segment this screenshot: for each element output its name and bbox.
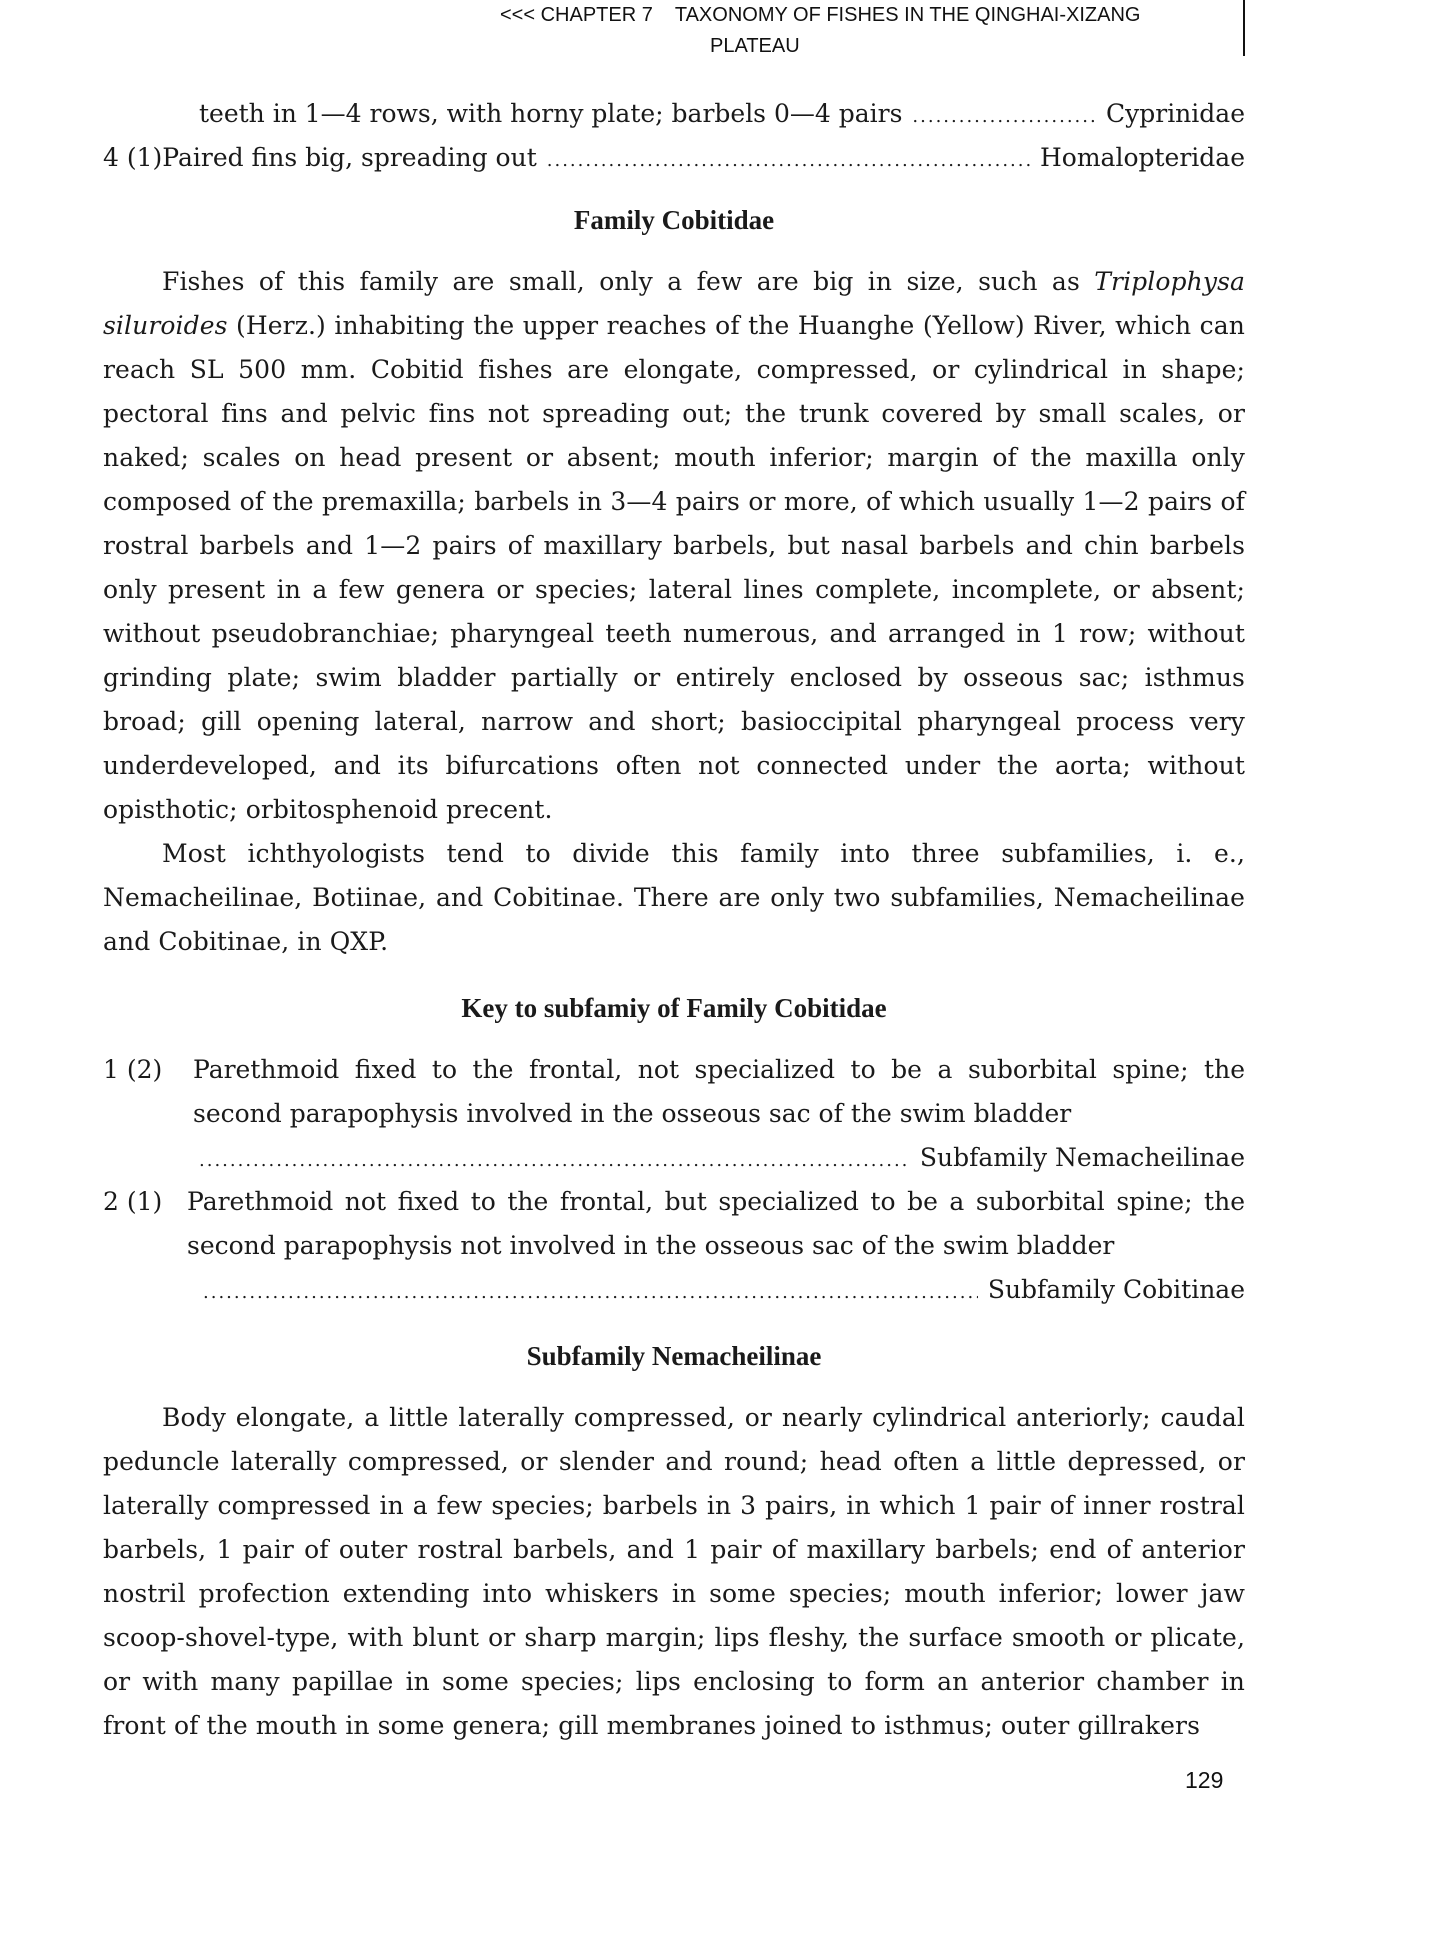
para-text: (Herz.) inhabiting the upper reaches of the Huanghe (Yellow) River, which can reach SL 500 mm. Cobitid fishes are elongate, compressed, or cylindrical in shape; pectoral fins and pelvic fins not spreading out; the trunk covered by small scales, or naked; scales on head present or absent; mouth inferior; margin of the maxilla only composed of the premaxilla; barbels in 3—4 pairs or more, of which usually 1—2 pairs of rostral barbels and 1—2 pairs of maxillary barbels, but nasal barbels and chin barbels only present in a few genera or species; lateral lines complete, incomplete, or absent; without pseudobranchiae; pharyngeal teeth numerous, and arranged in 1 row; without grinding plate; swim bladder partially or entirely enclosed by osseous sac; isthmus broad; gill opening lateral, narrow and short; basioccipital pharyngeal process very underdeveloped, and its bifurcations often not connected under the aorta; without opisthotic; orbitosphenoid precent. bbox=[103, 311, 1245, 824]
dot-leader bbox=[199, 1136, 910, 1183]
key-line-text: Paired fins big, spreading out bbox=[162, 143, 537, 172]
key-item-result: Subfamily Cobitinae bbox=[987, 1275, 1245, 1304]
running-header bbox=[500, 0, 1228, 62]
key-item-2 bbox=[103, 1180, 1245, 1312]
dot-leader bbox=[203, 1268, 978, 1315]
key-item-number: 1 (2) bbox=[103, 1055, 163, 1084]
key-item-1 bbox=[103, 1048, 1245, 1180]
subfamily-heading: Subfamily Nemacheilinae bbox=[526, 1341, 822, 1371]
subfamily-description-paragraph: Body elongate, a little laterally compressed, or nearly cylindrical anteriorly; caudal peduncle laterally compressed, or slender and round; head often a little depressed, or laterally compressed in a few species; barbels in 3 pairs, in which 1 pair of inner rostral barbels, 1 pair of outer rostral barbels, and 1 pair of maxillary barbels; end of anterior nostril profection extending into whiskers in some species; mouth inferior; lower jaw scoop-shovel-type, with blunt or sharp margin; lips fleshy, the surface smooth or plicate, or with many papillae in some species; lips enclosing to form an anterior chamber in front of the mouth in some genera; gill membranes joined to isthmus; outer gillrakers bbox=[103, 1403, 1245, 1740]
key-item-text: Parethmoid fixed to the frontal, not specialized to be a suborbital spine; the second parapophysis involved in the osseous sac of the swim bladder bbox=[193, 1055, 1245, 1128]
dot-leader bbox=[547, 136, 1030, 183]
species-name: Triplophysa siluroides bbox=[103, 267, 1245, 340]
key-item-result-line bbox=[103, 1268, 1245, 1312]
key-item-text: Parethmoid not fixed to the frontal, but specialized to be a suborbital spine; the second parapophysis not involved in the osseous sac of the swim bladder bbox=[187, 1187, 1245, 1260]
key-heading: Key to subfamiy of Family Cobitidae bbox=[461, 993, 887, 1023]
header-vertical-rule bbox=[1243, 0, 1245, 56]
running-header-line-1 bbox=[500, 0, 1228, 31]
family-description-paragraph bbox=[103, 260, 1245, 832]
key-line-number: 4 (1) bbox=[103, 143, 163, 172]
key-item-result: Subfamily Nemacheilinae bbox=[919, 1143, 1245, 1172]
page-number: 129 bbox=[1185, 1767, 1224, 1793]
family-heading: Family Cobitidae bbox=[573, 205, 775, 235]
key-line-text: teeth in 1—4 rows, with horny plate; barbels 0—4 pairs bbox=[199, 99, 903, 128]
key-item-number: 2 (1) bbox=[103, 1187, 163, 1216]
chapter-title-line-1: TAXONOMY OF FISHES IN THE QINGHAI-XIZANG bbox=[674, 4, 1141, 26]
subfamilies-paragraph: Most ichthyologists tend to divide this family into three subfamilies, i. e., Nemacheilinae, Botiinae, and Cobitinae. There are only two subfamilies, Nemacheilinae and Cobitinae, in QXP. bbox=[103, 839, 1245, 956]
chapter-label: <<< CHAPTER 7 bbox=[500, 4, 653, 26]
para-text: Fishes of this family are small, only a few are big in size, such as bbox=[162, 267, 1080, 296]
key-line-result: Cyprinidae bbox=[1105, 99, 1245, 128]
key-line-result: Homalopteridae bbox=[1039, 143, 1245, 172]
dot-leader bbox=[912, 92, 1096, 139]
key-line-cyprinidae bbox=[103, 92, 1245, 136]
key-line-homalopteridae bbox=[103, 136, 1245, 180]
page-body bbox=[103, 92, 1245, 1748]
chapter-title-line-2: PLATEAU bbox=[710, 35, 800, 57]
key-item-result-line bbox=[103, 1136, 1245, 1180]
